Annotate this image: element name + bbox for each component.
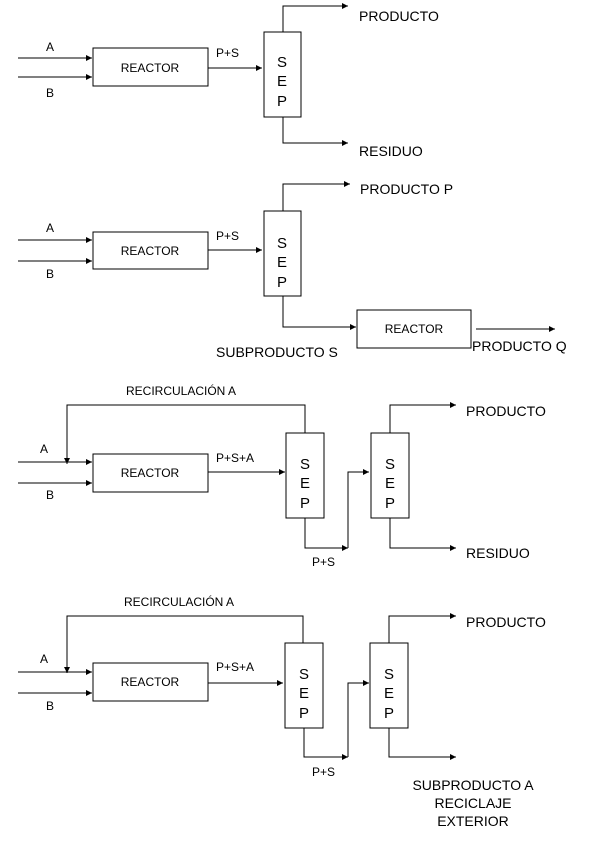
sep-letter: E: [276, 73, 288, 90]
reactor2-label: REACTOR: [384, 322, 444, 336]
product-p-arrow: [283, 184, 350, 211]
input-a-label: A: [40, 442, 49, 456]
waste-label: RESIDUO: [359, 143, 423, 159]
diagram-2: [18, 181, 567, 360]
byproduct-label-line2: RECICLAJE: [434, 795, 512, 811]
sep1-to-sep2-arrow: [348, 472, 369, 548]
product-arrow: [390, 405, 456, 433]
sep-letter: P: [384, 495, 396, 512]
sep-letter: E: [383, 685, 395, 702]
input-a-label: A: [46, 40, 55, 54]
waste-label: RESIDUO: [466, 545, 530, 561]
sep-letter: S: [384, 456, 396, 473]
sep-letter: S: [276, 54, 288, 71]
stream-label: P+S+A: [216, 451, 255, 465]
product-arrow: [389, 616, 456, 643]
input-a-label: A: [40, 652, 49, 666]
input-b-label: B: [46, 86, 55, 100]
byproduct-arrow: [283, 296, 356, 327]
stream2-label: P+S: [312, 555, 336, 569]
byproduct-label: SUBPRODUCTO S: [216, 344, 338, 360]
waste-arrow: [283, 117, 348, 143]
sep-letter: P: [298, 705, 310, 722]
diagram-3: [18, 383, 546, 569]
diagram-4: [18, 594, 546, 829]
sep-letter: P: [276, 274, 288, 291]
input-b-label: B: [46, 699, 55, 713]
reactor-label: REACTOR: [120, 244, 180, 258]
diagram-1: [18, 6, 439, 159]
input-b-label: B: [46, 267, 55, 281]
stream-label: P+S+A: [216, 660, 255, 674]
sep-letter: E: [276, 254, 288, 271]
sep-letter: S: [298, 666, 310, 683]
product-label: PRODUCTO: [359, 8, 439, 24]
waste-arrow: [390, 518, 456, 548]
recycle-label: RECIRCULACIÓN A: [124, 595, 235, 609]
input-a-label: A: [46, 221, 55, 235]
sep1-to-sep2-arrow: [348, 683, 369, 757]
sep1-bottom-arrow: [305, 518, 348, 548]
sep-letter: P: [276, 93, 288, 110]
stream-label: P+S: [216, 46, 240, 60]
product-p-label: PRODUCTO P: [360, 181, 454, 197]
recycle-label: RECIRCULACIÓN A: [126, 384, 237, 398]
sep-letter: P: [299, 495, 311, 512]
sep-letter: S: [383, 666, 395, 683]
product-label: PRODUCTO: [466, 403, 546, 419]
product-label: PRODUCTO: [466, 614, 546, 630]
sep-letter: P: [383, 705, 395, 722]
product-arrow: [283, 6, 348, 32]
byproduct-label-line3: EXTERIOR: [437, 813, 509, 829]
reactor-label: REACTOR: [120, 675, 180, 689]
sep-letter: E: [298, 685, 310, 702]
sep-letter: E: [384, 475, 396, 492]
input-b-label: B: [46, 488, 55, 502]
stream-label: P+S: [216, 229, 240, 243]
sep-letter: S: [276, 235, 288, 252]
byproduct-label-line1: SUBPRODUCTO A: [412, 777, 534, 793]
reactor-label: REACTOR: [120, 61, 180, 75]
sep-letter: E: [299, 475, 311, 492]
reactor-label: REACTOR: [120, 466, 180, 480]
byproduct-arrow: [389, 728, 456, 757]
product-q-label: PRODUCTO Q: [472, 338, 567, 354]
stream2-label: P+S: [312, 765, 336, 779]
sep1-bottom-arrow: [304, 728, 348, 757]
sep-letter: S: [299, 456, 311, 473]
